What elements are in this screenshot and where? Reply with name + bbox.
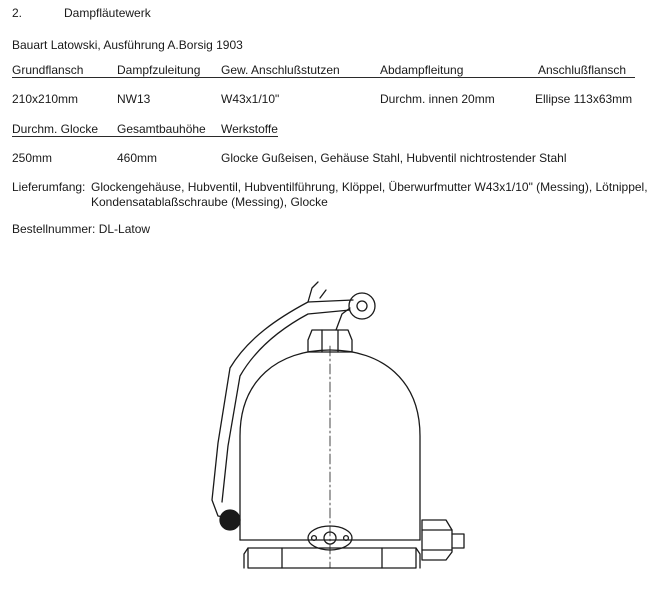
roller-outer [349, 293, 375, 319]
table1-header-anschlussstutzen: Gew. Anschlußstutzen [221, 63, 340, 77]
scope-line-1: Glockengehäuse, Hubventil, Hubventilführung, Klöppel, Überwurfmutter W43x1/10" (Messing), Lötnippel, [91, 180, 648, 194]
table1-value-dampfzuleitung: NW13 [117, 92, 151, 106]
table2-header-werkstoffe: Werkstoffe [221, 122, 278, 136]
table2-header-rule [12, 136, 278, 137]
table1-header-dampfzuleitung: Dampfzuleitung [117, 63, 201, 77]
lever-ball [220, 510, 240, 530]
table2-header-bauhoehe: Gesamtbauhöhe [117, 122, 206, 136]
base-flange-detail [244, 548, 420, 568]
roller-inner [357, 301, 367, 311]
table1-value-anschlussstutzen: W43x1/10" [221, 92, 280, 106]
base-flange [248, 548, 416, 568]
lever-arm [212, 300, 353, 518]
table1-header-grundflansch: Grundflansch [12, 63, 84, 77]
scope-label: Lieferumfang: [12, 180, 86, 194]
order-number: Bestellnummer: DL-Latow [12, 222, 151, 236]
table1-header-abdampfleitung: Abdampfleitung [380, 63, 464, 77]
table2-value-durchmesser: 250mm [12, 151, 53, 165]
inlet-pipe [452, 534, 464, 548]
section-number: 2. [12, 6, 23, 20]
lever-arm-inner [222, 310, 350, 502]
table1-header-rule [12, 77, 635, 78]
lever-guide [308, 282, 326, 302]
scope-line-2: Kondensatablaßschraube (Messing), Glocke [91, 195, 328, 209]
table1-header-anschlussflansch: Anschlußflansch [538, 63, 627, 77]
steam-bell-drawing [190, 268, 470, 588]
inlet-nut [422, 520, 452, 560]
table2-value-bauhoehe: 460mm [117, 151, 158, 165]
section-title: Dampfläutewerk [64, 6, 151, 20]
inlet-nut-faces [422, 530, 452, 550]
table1-value-grundflansch: 210x210mm [12, 92, 79, 106]
table1-value-anschlussflansch: Ellipse 113x63mm [535, 92, 633, 106]
table2-header-durchmesser: Durchm. Glocke [12, 122, 99, 136]
subtitle: Bauart Latowski, Ausführung A.Borsig 1903 [12, 38, 243, 52]
table1-value-abdampfleitung: Durchm. innen 20mm [380, 92, 495, 106]
table2-value-werkstoffe: Glocke Gußeisen, Gehäuse Stahl, Hubventil nichtrostender Stahl [221, 151, 567, 165]
